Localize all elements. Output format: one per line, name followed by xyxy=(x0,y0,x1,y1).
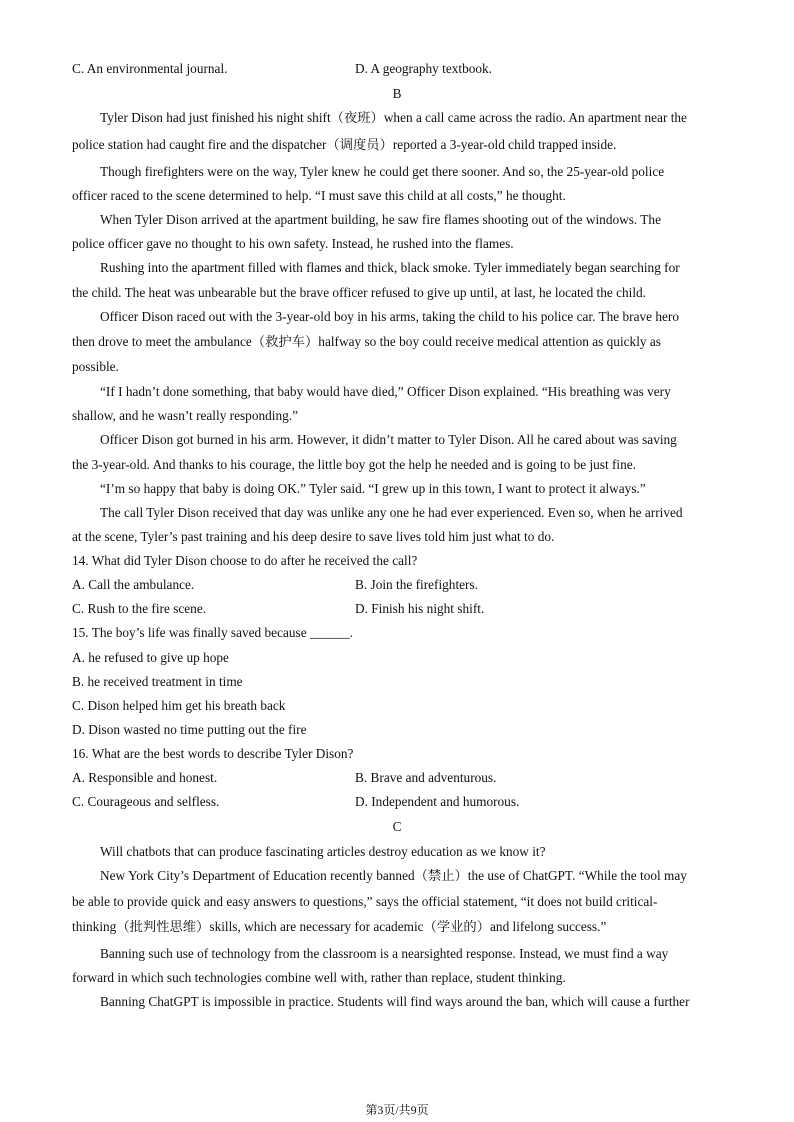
paragraph-line: be able to provide quick and easy answers to questions,” says the official statement, “it does not build critical- xyxy=(72,894,658,909)
paragraph-line: Officer Dison got burned in his arm. However, it didn’t matter to Tyler Dison. All he cared about was saving xyxy=(100,432,677,447)
paragraph-line: New York City’s Department of Education recently banned（禁止）the use of ChatGPT. “While the tool may xyxy=(100,868,687,883)
paragraph-line: Will chatbots that can produce fascinating articles destroy education as we know it? xyxy=(100,844,546,859)
paragraph-line: Banning ChatGPT is impossible in practice. Students will find ways around the ban, which will cause a further xyxy=(100,994,690,1009)
question-14-option-c: C. Rush to the fire scene. xyxy=(72,601,207,616)
paragraph-line: “If I hadn’t done something, that baby would have died,” Officer Dison explained. “His breathing was very xyxy=(100,384,671,399)
question-16-option-d: D. Independent and humorous. xyxy=(355,794,520,809)
paragraph-line: then drove to meet the ambulance（救护车）halfway so the boy could receive medical attention as quickly as xyxy=(72,334,661,349)
paragraph-line: forward in which such technologies combine well with, rather than replace, student thinking. xyxy=(72,970,566,985)
paragraph-line: shallow, and he wasn’t really responding.” xyxy=(72,408,298,423)
paragraph-line: possible. xyxy=(72,359,119,374)
paragraph-line: Tyler Dison had just finished his night shift（夜班）when a call came across the radio. An apartment near the xyxy=(100,110,687,125)
paragraph-line: Rushing into the apartment filled with flames and thick, black smoke. Tyler immediately began searching for xyxy=(100,260,680,275)
question-16-option-b: B. Brave and adventurous. xyxy=(355,770,497,785)
question-15-option-a: A. he refused to give up hope xyxy=(72,650,229,665)
paragraph-line: Officer Dison raced out with the 3-year-old boy in his arms, taking the child to his police car. The brave hero xyxy=(100,309,679,324)
paragraph-line: Though firefighters were on the way, Tyler knew he could get there sooner. And so, the 25-year-old police xyxy=(100,164,665,179)
option-d-prev: D. A geography textbook. xyxy=(355,61,493,76)
question-15-option-d: D. Dison wasted no time putting out the fire xyxy=(72,722,307,737)
paragraph-line: When Tyler Dison arrived at the apartment building, he saw fire flames shooting out of the windows. The xyxy=(100,212,661,227)
paragraph-line: police station had caught fire and the dispatcher（调度员）reported a 3-year-old child trapped inside. xyxy=(72,137,617,152)
page-number-footer: 第3页/共9页 xyxy=(365,1103,429,1117)
paragraph-line: “I’m so happy that baby is doing OK.” Tyler said. “I grew up in this town, I want to protect it always.” xyxy=(100,481,646,496)
paragraph-line: Banning such use of technology from the classroom is a nearsighted response. Instead, we must find a way xyxy=(100,946,669,961)
paragraph-line: police officer gave no thought to his own safety. Instead, he rushed into the flames. xyxy=(72,236,514,251)
question-15-option-b: B. he received treatment in time xyxy=(72,674,243,689)
question-15-stem: 15. The boy’s life was finally saved because ______. xyxy=(72,625,354,640)
paragraph-line: The call Tyler Dison received that day was unlike any one he had ever experienced. Even so, when he arrived xyxy=(100,505,683,520)
question-16-option-c: C. Courageous and selfless. xyxy=(72,794,220,809)
paragraph-line: the 3-year-old. And thanks to his courage, the little boy got the help he needed and is going to be just fine. xyxy=(72,457,636,472)
paragraph-line: thinking（批判性思维）skills, which are necessary for academic（学业的）and lifelong success.” xyxy=(72,919,607,934)
section-heading-c: C xyxy=(392,819,402,834)
question-16-stem: 16. What are the best words to describe Tyler Dison? xyxy=(72,746,354,761)
question-16-option-a: A. Responsible and honest. xyxy=(72,770,218,785)
question-14-option-b: B. Join the firefighters. xyxy=(355,577,478,592)
question-14-option-d: D. Finish his night shift. xyxy=(355,601,485,616)
question-14-option-a: A. Call the ambulance. xyxy=(72,577,195,592)
paragraph-line: officer raced to the scene determined to help. “I must save this child at all costs,” he thought. xyxy=(72,188,566,203)
question-15-option-c: C. Dison helped him get his breath back xyxy=(72,698,286,713)
question-14-stem: 14. What did Tyler Dison choose to do after he received the call? xyxy=(72,553,418,568)
paragraph-line: the child. The heat was unbearable but the brave officer refused to give up until, at last, he located the child. xyxy=(72,285,647,300)
option-c-prev: C. An environmental journal. xyxy=(72,61,228,76)
section-heading-b: B xyxy=(392,86,402,101)
paragraph-line: at the scene, Tyler’s past training and his deep desire to save lives told him just what to do. xyxy=(72,529,555,544)
